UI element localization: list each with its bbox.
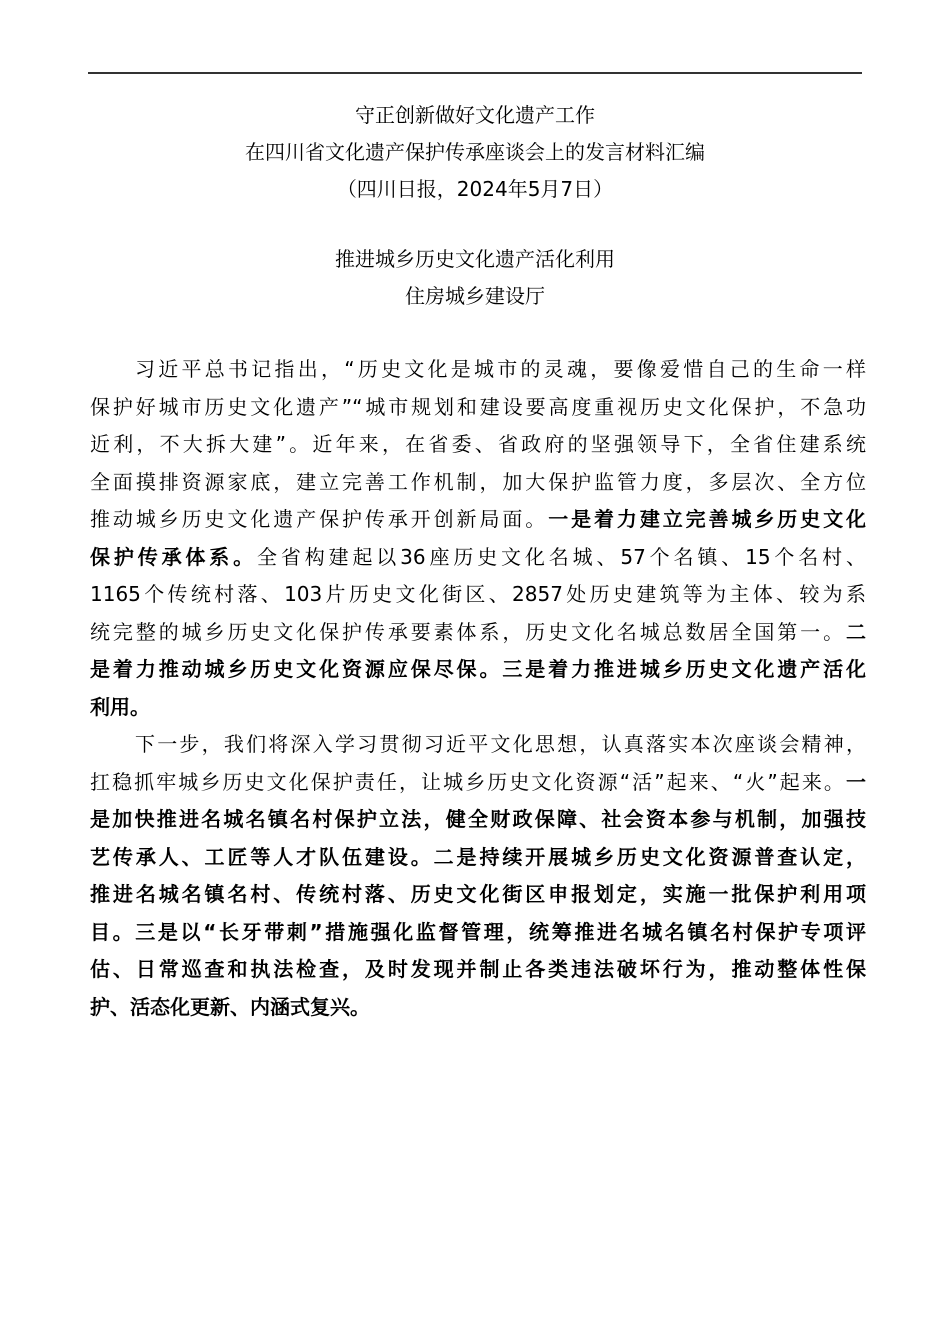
header-subtitle: 在四川省文化遗产保护传承座谈会上的发言材料汇编 [245, 140, 705, 164]
text-segment: 推动城乡历史文化遗产保护传承开创新局面。 [90, 507, 549, 531]
text-line [90, 614, 866, 652]
bold-segment: 二 [846, 619, 866, 644]
bold-segment: 一 [846, 769, 866, 794]
text-line: 1165个传统村落、103片历史文化街区、2857处历史建筑等为主体、较为系 [90, 582, 866, 606]
text-line: 是着力推动城乡历史文化资源应保尽保。三是着力推进城乡历史文化遗产活化 [90, 657, 866, 681]
header-title: 守正创新做好文化遗产工作 [355, 103, 595, 127]
text-line: 下一步，我们将深入学习贯彻习近平文化思想，认真落实本次座谈会精神， [135, 732, 866, 756]
text-line [90, 501, 866, 539]
text-line: 推进名城名镇名村、传统村落、历史文化街区申报划定，实施一批保护利用项 [90, 882, 866, 906]
header-source: （四川日报，2024年5月7日） [336, 177, 614, 201]
text-segment: 全省构建起以36座历史文化名城、57个名镇、15个名村、 [257, 544, 866, 569]
text-line: 全面摸排资源家底，建立完善工作机制，加大保护监管力度，多层次、全方位 [90, 469, 866, 494]
text-line [90, 764, 866, 802]
text-line: 是加快推进名城名镇名村保护立法，健全财政保障、社会资本参与机制，加强技 [90, 807, 866, 831]
text-line: 保护好城市历史文化遗产”“城市规划和建设要高度重视历史文化保护，不急功 [90, 394, 866, 419]
text-line: 近利，不大拆大建”。近年来，在省委、省政府的坚强领导下，全省住建系统 [90, 432, 866, 456]
article-heading [88, 241, 862, 315]
text-line: 艺传承人、工匠等人才队伍建设。二是持续开展城乡历史文化资源普查认定， [90, 844, 866, 869]
paragraph-2 [90, 726, 866, 1026]
text-line: 护、活态化更新、内涵式复兴。 [90, 994, 370, 1019]
bold-segment: 一是着力建立完善城乡历史文化 [548, 507, 867, 531]
header-rule [88, 72, 862, 74]
document-header [88, 97, 862, 208]
text-line: 估、日常巡查和执法检查，及时发现并制止各类违法破坏行为，推动整体性保 [90, 957, 866, 981]
text-segment: 扛稳抓牢城乡历史文化保护责任，让城乡历史文化资源“活”起来、“火”起来。 [90, 769, 846, 794]
text-segment: 统完整的城乡历史文化保护传承要素体系，历史文化名城总数居全国第一。 [90, 619, 846, 644]
bold-segment: 保护传承体系。 [90, 544, 258, 569]
paragraph-1 [90, 351, 866, 726]
text-line: 目。三是以“长牙带刺”措施强化监督管理，统筹推进名城名镇名村保护专项评 [90, 919, 866, 944]
article-body [90, 351, 866, 1026]
article-author: 住房城乡建设厅 [405, 284, 545, 308]
text-line [90, 539, 866, 577]
article-title: 推进城乡历史文化遗产活化利用 [335, 247, 615, 271]
text-line: 习近平总书记指出，“历史文化是城市的灵魂，要像爱惜自己的生命一样 [135, 357, 866, 381]
text-line: 利用。 [90, 694, 150, 719]
